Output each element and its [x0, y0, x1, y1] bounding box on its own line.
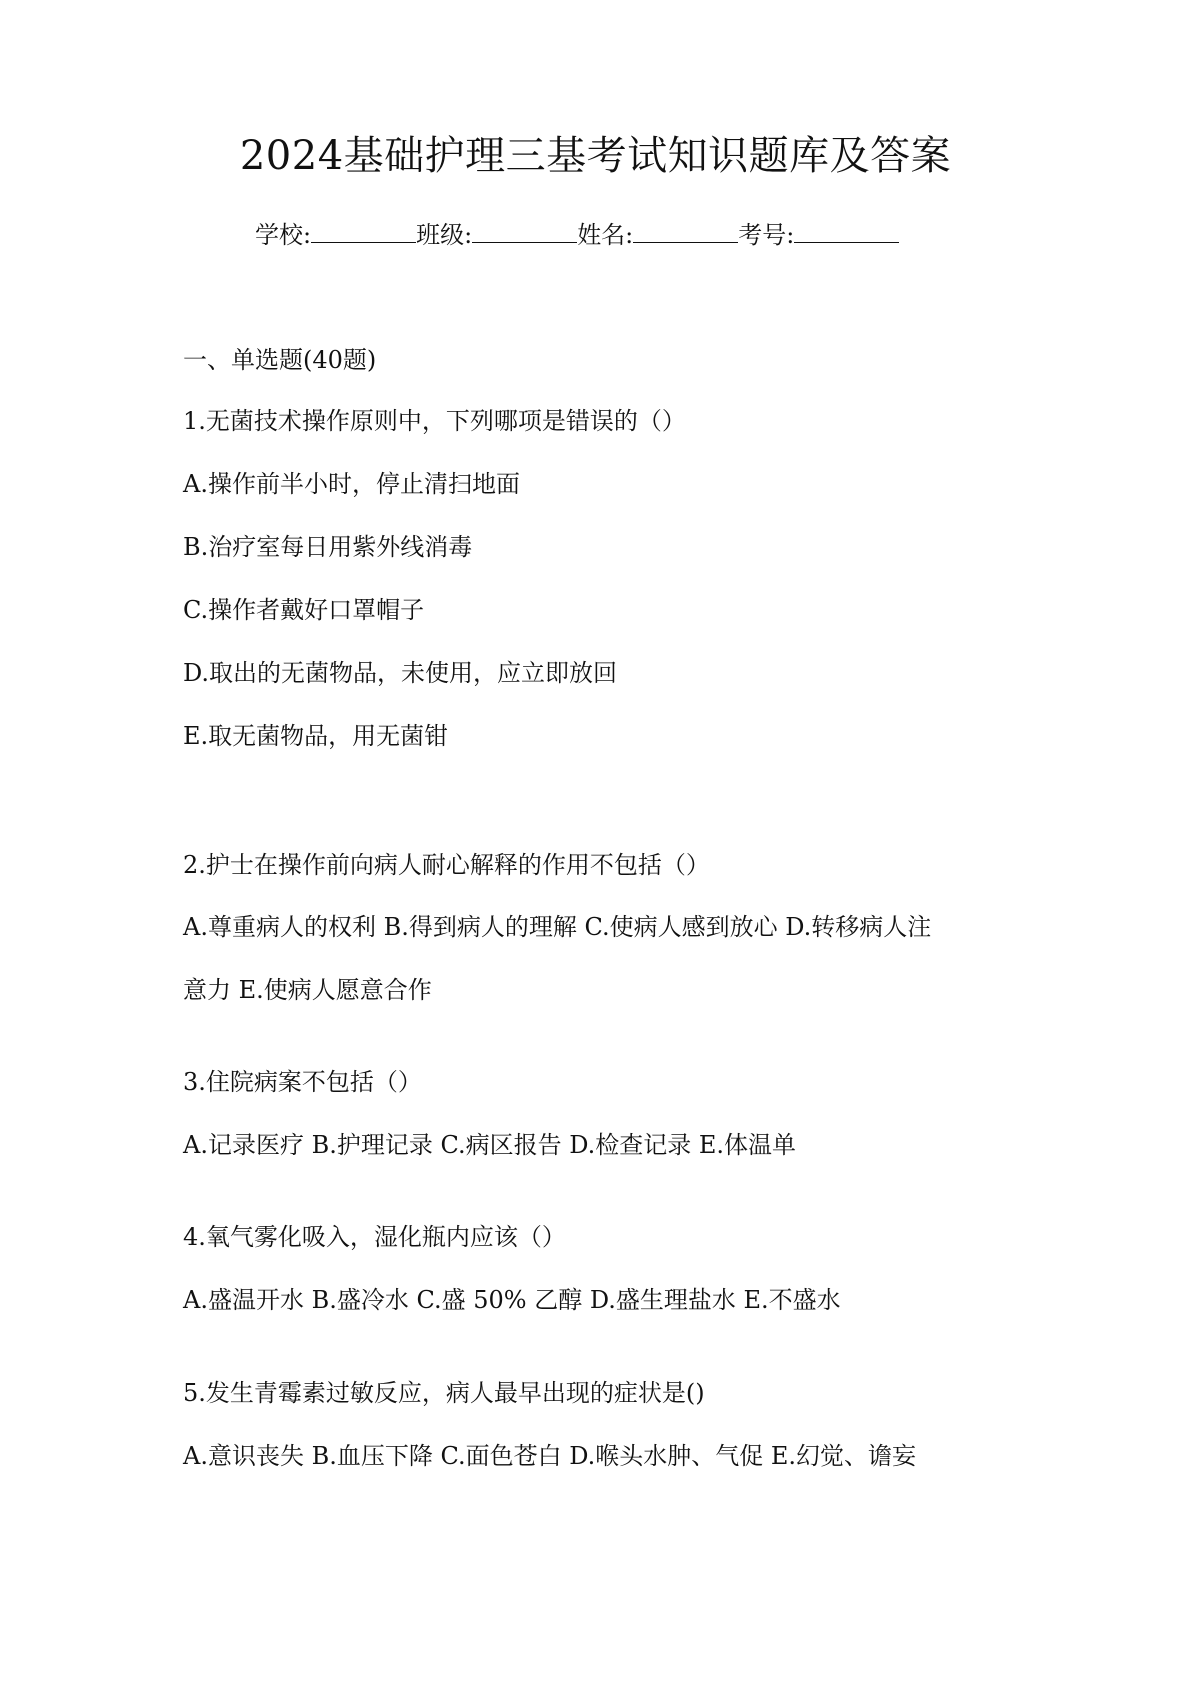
question-2-options-line-1: A.尊重病人的权利 B.得到病人的理解 C.使病人感到放心 D.转移病人注: [183, 913, 932, 941]
school-blank-line: [311, 218, 416, 243]
question-3-stem: 3.住院病案不包括（）: [183, 1068, 422, 1096]
question-1-option-c: C.操作者戴好口罩帽子: [183, 596, 425, 624]
exam-number-blank-line: [794, 218, 899, 243]
info-field-name: [577, 218, 738, 252]
question-1-option-e: E.取无菌物品，用无菌钳: [183, 722, 449, 750]
question-4-options: A.盛温开水 B.盛冷水 C.盛 50% 乙醇 D.盛生理盐水 E.不盛水: [183, 1286, 841, 1314]
question-1-option-b: B.治疗室每日用紫外线消毒: [183, 533, 473, 561]
section-heading: 一、单选题(40题): [183, 346, 377, 374]
student-info-row: [255, 218, 899, 252]
info-label-school: 学校:: [255, 221, 312, 249]
question-1-option-d: D.取出的无菌物品，未使用，应立即放回: [183, 659, 618, 687]
info-label-name: 姓名:: [577, 221, 634, 249]
question-1-stem: 1.无菌技术操作原则中，下列哪项是错误的（）: [183, 407, 686, 435]
info-label-class: 班级:: [416, 221, 473, 249]
question-3-options: A.记录医疗 B.护理记录 C.病区报告 D.检查记录 E.体温单: [183, 1131, 797, 1159]
document-title: 2024基础护理三基考试知识题库及答案: [239, 133, 952, 179]
info-field-class: [416, 218, 577, 252]
question-2-options-line-2: 意力 E.使病人愿意合作: [183, 976, 432, 1004]
question-5-stem: 5.发生青霉素过敏反应，病人最早出现的症状是(): [183, 1379, 705, 1407]
question-5-options: A.意识丧失 B.血压下降 C.面色苍白 D.喉头水肿、气促 E.幻觉、谵妄: [183, 1442, 917, 1470]
question-4-stem: 4.氧气雾化吸入，湿化瓶内应该（）: [183, 1223, 566, 1251]
question-2-stem: 2.护士在操作前向病人耐心解释的作用不包括（）: [183, 851, 710, 879]
name-blank-line: [633, 218, 738, 243]
info-label-exam-number: 考号:: [738, 221, 795, 249]
info-field-exam-number: [738, 218, 899, 252]
class-blank-line: [472, 218, 577, 243]
question-1-option-a: A.操作前半小时，停止清扫地面: [183, 470, 520, 498]
info-field-school: [255, 218, 416, 252]
